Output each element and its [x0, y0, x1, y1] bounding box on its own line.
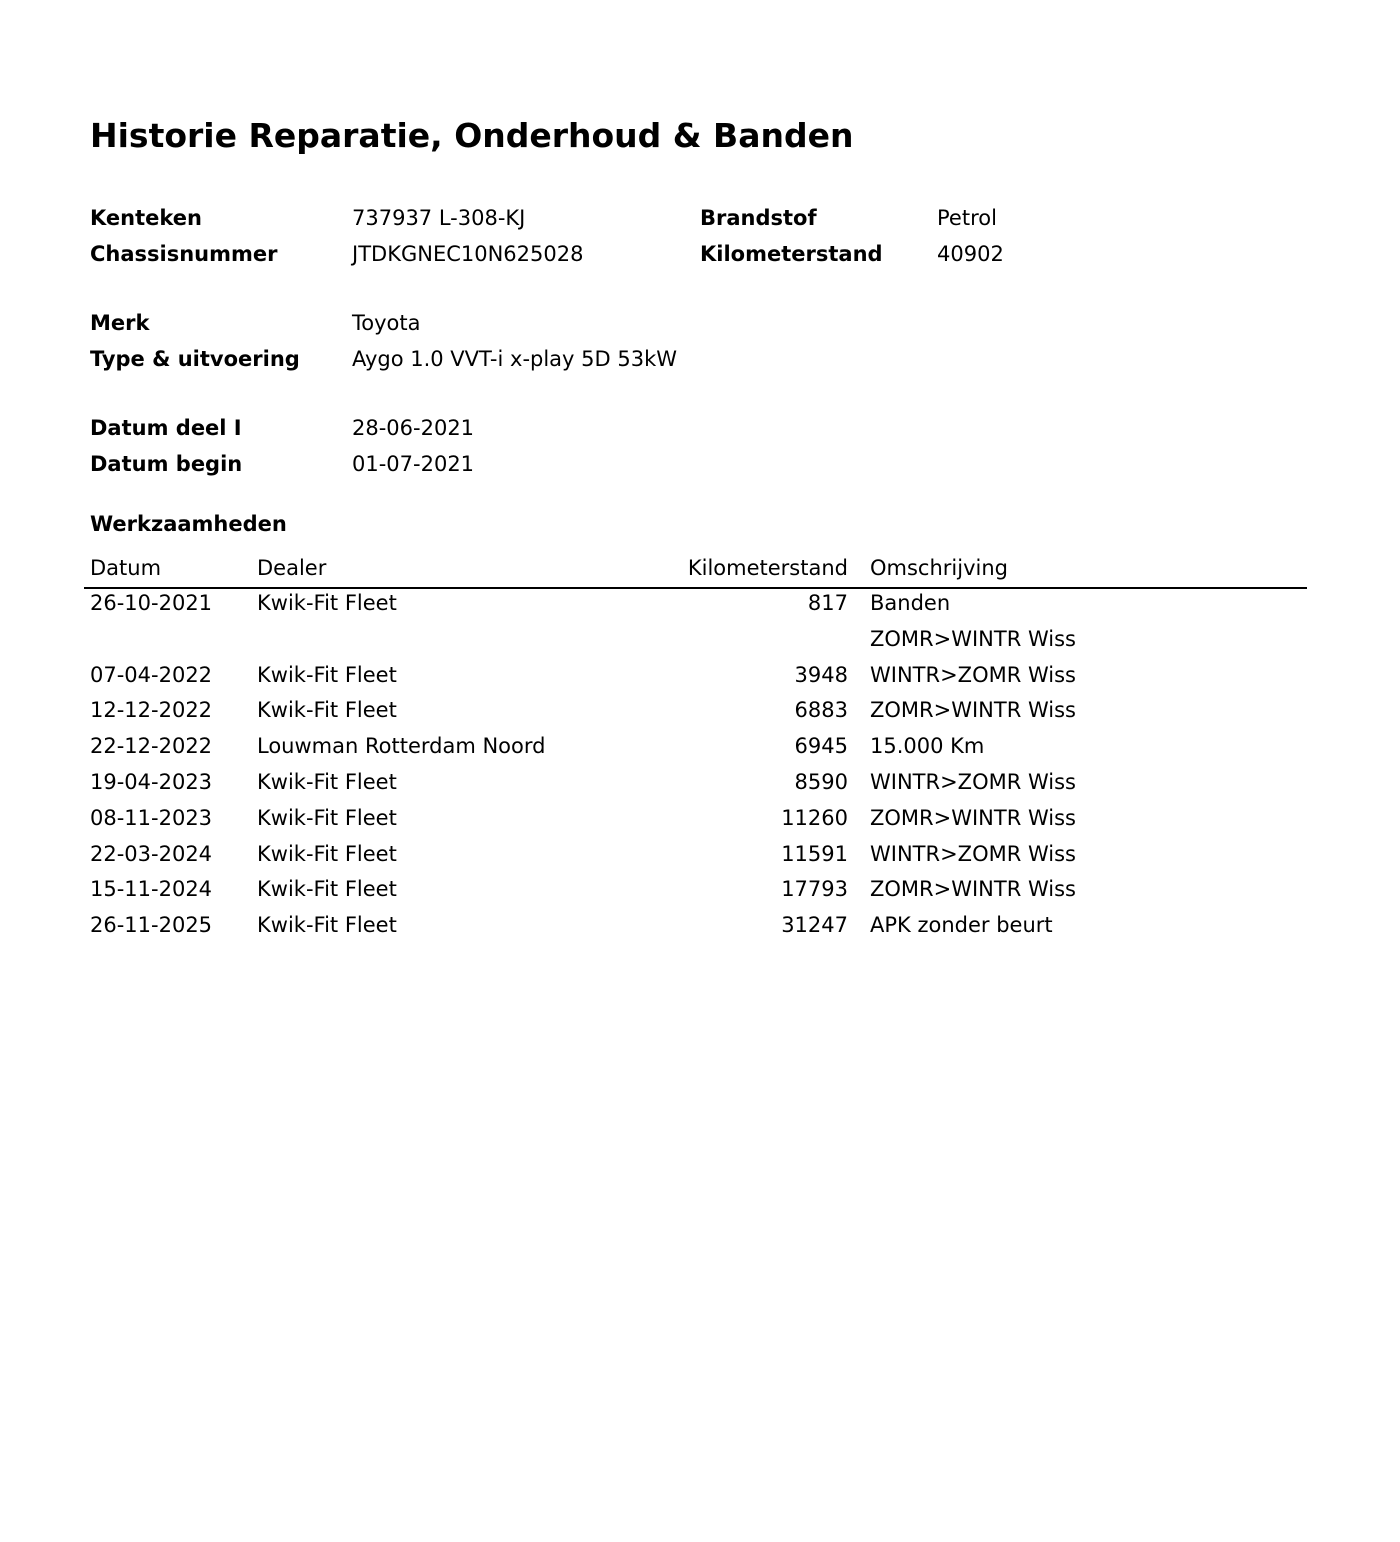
kenteken-label: Kenteken: [90, 206, 202, 230]
kilometerstand-label: Kilometerstand: [700, 242, 883, 266]
cell-dealer: Kwik-Fit Fleet: [257, 913, 397, 937]
cell-kilometerstand: 17793: [781, 877, 848, 901]
cell-omschrijving: WINTR>ZOMR Wiss: [870, 770, 1077, 794]
cell-omschrijving: ZOMR>WINTR Wiss: [870, 698, 1077, 722]
type-label: Type & uitvoering: [90, 347, 300, 371]
cell-datum: 26-10-2021: [90, 591, 213, 615]
datum-begin-value: 01-07-2021: [352, 452, 475, 476]
cell-kilometerstand: 6945: [794, 734, 848, 758]
merk-label: Merk: [90, 311, 150, 335]
datum-deel-value: 28-06-2021: [352, 416, 475, 440]
kenteken-value: 737937 L-308-KJ: [352, 206, 526, 230]
table-header-rule: [84, 587, 1307, 589]
cell-datum: 22-03-2024: [90, 842, 213, 866]
cell-omschrijving: WINTR>ZOMR Wiss: [870, 663, 1077, 687]
cell-omschrijving: ZOMR>WINTR Wiss: [870, 877, 1077, 901]
merk-value: Toyota: [352, 311, 421, 335]
cell-dealer: Kwik-Fit Fleet: [257, 770, 397, 794]
cell-dealer: Kwik-Fit Fleet: [257, 806, 397, 830]
cell-omschrijving: APK zonder beurt: [870, 913, 1053, 937]
cell-omschrijving: ZOMR>WINTR Wiss: [870, 627, 1077, 651]
cell-omschrijving: 15.000 Km: [870, 734, 985, 758]
chassisnummer-value: JTDKGNEC10N625028: [352, 242, 584, 266]
cell-datum: 19-04-2023: [90, 770, 213, 794]
cell-datum: 15-11-2024: [90, 877, 213, 901]
brandstof-label: Brandstof: [700, 206, 817, 230]
chassisnummer-label: Chassisnummer: [90, 242, 278, 266]
column-header-datum: Datum: [90, 556, 162, 580]
column-header-kilometerstand: Kilometerstand: [687, 556, 848, 580]
datum-deel-label: Datum deel I: [90, 416, 242, 440]
column-header-dealer: Dealer: [257, 556, 327, 580]
cell-kilometerstand: 11591: [781, 842, 848, 866]
type-value: Aygo 1.0 VVT-i x-play 5D 53kW: [352, 347, 678, 371]
cell-dealer: Kwik-Fit Fleet: [257, 877, 397, 901]
cell-omschrijving: WINTR>ZOMR Wiss: [870, 842, 1077, 866]
werkzaamheden-heading: Werkzaamheden: [90, 512, 287, 536]
cell-kilometerstand: 6883: [794, 698, 848, 722]
cell-kilometerstand: 11260: [781, 806, 848, 830]
kilometerstand-value: 40902: [937, 242, 1004, 266]
page-title: Historie Reparatie, Onderhoud & Banden: [90, 116, 854, 155]
cell-omschrijving: Banden: [870, 591, 951, 615]
cell-kilometerstand: 31247: [781, 913, 848, 937]
cell-kilometerstand: 3948: [794, 663, 848, 687]
brandstof-value: Petrol: [937, 206, 997, 230]
cell-kilometerstand: 8590: [794, 770, 848, 794]
cell-dealer: Kwik-Fit Fleet: [257, 663, 397, 687]
cell-datum: 26-11-2025: [90, 913, 213, 937]
cell-dealer: Louwman Rotterdam Noord: [257, 734, 546, 758]
cell-datum: 22-12-2022: [90, 734, 213, 758]
column-header-omschrijving: Omschrijving: [870, 556, 1008, 580]
cell-datum: 12-12-2022: [90, 698, 213, 722]
cell-dealer: Kwik-Fit Fleet: [257, 698, 397, 722]
cell-datum: 07-04-2022: [90, 663, 213, 687]
cell-omschrijving: ZOMR>WINTR Wiss: [870, 806, 1077, 830]
cell-dealer: Kwik-Fit Fleet: [257, 842, 397, 866]
cell-kilometerstand: 817: [807, 591, 848, 615]
datum-begin-label: Datum begin: [90, 452, 243, 476]
cell-dealer: Kwik-Fit Fleet: [257, 591, 397, 615]
cell-datum: 08-11-2023: [90, 806, 213, 830]
